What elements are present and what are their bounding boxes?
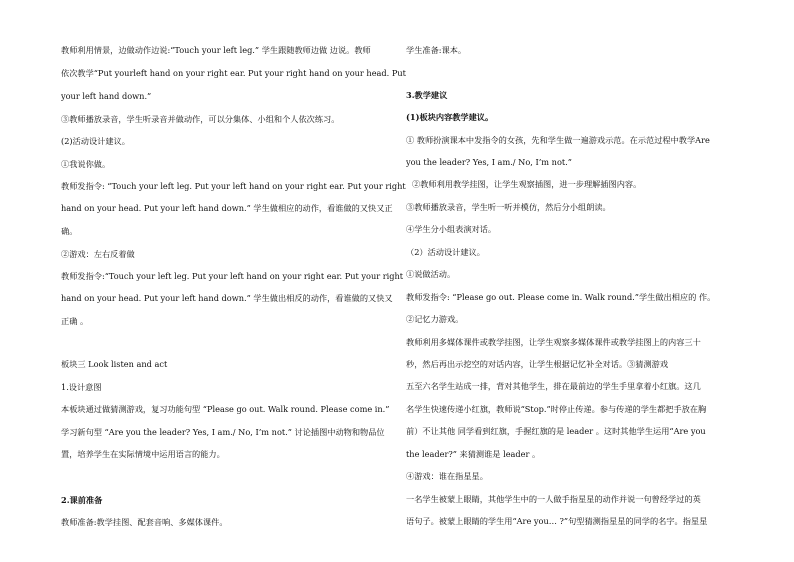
text-line: 3.教学建议 xyxy=(406,90,448,100)
text-line: ④游戏：谁在指星星。 xyxy=(406,471,488,481)
text-line: 教师发指令: “Touch your left leg. Put your left hand on your right ear. Put your right xyxy=(61,181,406,191)
text-line: 名学生快速传递小红旗，教师说“Stop.”时停止传递。参与传递的学生都把手放在胸 xyxy=(406,404,707,414)
text-line: your left hand down.” xyxy=(61,91,152,101)
text-line: 教师准备:教学挂图、配套音响、多媒体课件。 xyxy=(61,517,228,527)
text-line: 教师利用情景，边做动作边说:“Touch your left leg.” 学生跟随教师边做 边说。教师 xyxy=(61,45,371,55)
text-line: 学习新句型 “Are you the leader? Yes, I am./ No, I’m not.” 讨论插图中动物和物品位 xyxy=(61,427,385,437)
text-line: you the leader? Yes, I am./ No, I’m not.” xyxy=(406,157,572,167)
text-line: ④学生分小组表演对话。 xyxy=(406,224,497,234)
text-line: hand on your head. Put your left hand down.” 学生做相应的动作，看谁做的又快又正 xyxy=(61,203,393,213)
text-line: ③教师播放录音，学生听一听并模仿，然后分小组朗读。 xyxy=(406,202,611,212)
text-line: 教师利用多媒体课件或教学挂图，让学生观察多媒体课件或教学挂图上的内容三十 xyxy=(406,337,701,347)
text-line: 秒，然后再出示挖空的对话内容，让学生根据记忆补全对话。③猜测游戏 xyxy=(406,359,669,369)
text-line: 本板块通过做猜测游戏，复习功能句型 “Please go out. Walk round. Please come in.” xyxy=(61,404,390,414)
text-line: ②记忆力游戏。 xyxy=(406,314,464,324)
text-line: 依次教学“Put yourleft hand on your right ear. Put your right hand on your head. Put xyxy=(61,68,406,78)
text-line: ②游戏：左右反着做 xyxy=(61,249,135,259)
text-line: 一名学生被蒙上眼睛，其他学生中的一人做手指星星的动作并说一句曾经学过的英 xyxy=(406,494,701,504)
text-line: (2)活动设计建议。 xyxy=(61,136,130,146)
text-line: 教师发指令:“Touch your left leg. Put your left hand on your right ear. Put your right xyxy=(61,271,404,281)
text-line: 2.课前准备 xyxy=(61,495,103,505)
text-line: ①我说你做。 xyxy=(61,159,111,169)
text-line: (1)板块内容教学建议。 xyxy=(406,112,494,122)
text-line: （2）活动设计建议。 xyxy=(406,247,485,257)
text-line: 教师发指令: “Please go out. Please come in. Walk round.”学生做出相应的 作。 xyxy=(406,292,716,302)
text-line: 语句子。被蒙上眼睛的学生用“Are you… ?”句型猜测指星星的同学的名字。指星星 xyxy=(406,516,708,526)
text-line: ① 教师扮演课本中发指令的女孩，先和学生做一遍游戏示范。在示范过程中教学Are xyxy=(406,135,710,145)
text-line: ①说做活动。 xyxy=(406,269,456,279)
text-line: 正确 。 xyxy=(61,316,89,326)
text-line: 学生准备:课本。 xyxy=(406,45,467,55)
text-line: 板块三 Look listen and act xyxy=(61,359,168,369)
text-line: 前）不让其他 同学看到红旗，手握红旗的是 leader 。这时其他学生运用“Are you xyxy=(406,426,706,436)
text-line: 1.设计意图 xyxy=(61,382,102,392)
text-line: ③教师播放录音，学生听录音并做动作，可以分集体、小组和个人依次练习。 xyxy=(61,114,340,124)
text-line: hand on your head. Put your left hand down.” 学生做出相反的动作，看谁做的又快又 xyxy=(61,293,393,303)
text-line: 确。 xyxy=(61,226,78,236)
text-line: the leader?” 来猜测谁是 leader 。 xyxy=(406,449,541,459)
text-line: ②教师利用教学挂图，让学生观察插图，进一步理解插图内容。 xyxy=(412,179,642,189)
text-line: 五至六名学生站成一排，背对其他学生，排在最前边的学生手里拿着小红旗。这几 xyxy=(406,381,701,391)
text-line: 置，培养学生在实际情境中运用语言的能力。 xyxy=(61,449,225,459)
